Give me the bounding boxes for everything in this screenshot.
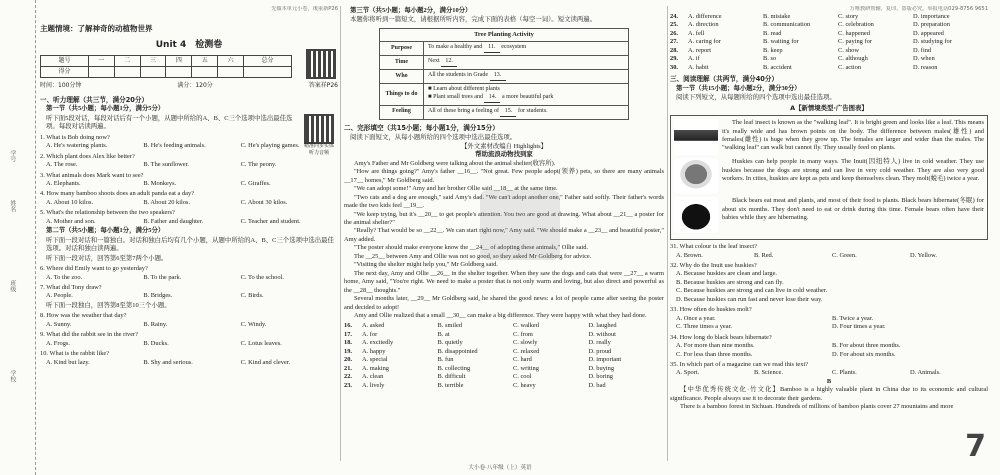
option[interactable]: C. For less than three months. xyxy=(676,350,753,358)
choice-option[interactable]: A. asked xyxy=(362,322,385,330)
column-divider xyxy=(667,6,668,461)
option[interactable]: D. Four times a year. xyxy=(832,323,886,331)
choice-option[interactable]: A. excitedly xyxy=(362,339,394,347)
passage-paragraph: "We keep trying, but it's __20__ to get people's attention. You two are good at drawing. What about __21__ a poster for the animal shelter?" xyxy=(344,210,664,227)
choice-option[interactable]: B. communication xyxy=(763,21,811,29)
option[interactable]: A. People. xyxy=(46,292,73,300)
choice-option[interactable]: D. important xyxy=(588,356,622,364)
part-heading: 第二节（共5小题；每小题1分，满分5分） xyxy=(46,227,165,235)
score-cell xyxy=(88,66,114,77)
part-heading: 第一节（共5小题；每小题1分，满分5分） xyxy=(46,105,165,113)
option[interactable]: A. Mother and son. xyxy=(46,217,96,225)
choice-option[interactable]: D. when xyxy=(913,55,935,63)
choice-option[interactable]: A. report xyxy=(688,46,712,54)
option[interactable]: D. Yellow. xyxy=(910,251,937,259)
choice-option[interactable]: D. studying for xyxy=(913,38,952,46)
table-row xyxy=(380,70,629,84)
table-key: Things to do xyxy=(380,84,424,106)
section-heading: 一、听力理解（共三节，满分20分） xyxy=(40,95,149,104)
score-cell xyxy=(192,66,218,77)
choice-option[interactable]: A. making xyxy=(362,364,389,372)
choice-number: 16. xyxy=(344,322,352,330)
options-row xyxy=(40,218,338,226)
choice-number: 18. xyxy=(344,339,352,347)
question-list xyxy=(670,243,988,378)
choice-row xyxy=(344,322,664,330)
score-cell: 得分 xyxy=(41,66,89,77)
time-limit: 时间：100分钟 xyxy=(40,81,82,89)
option[interactable]: D. Animals. xyxy=(910,369,941,377)
choice-row xyxy=(344,331,664,339)
choice-option[interactable]: C. relaxed xyxy=(513,347,540,355)
choice-option[interactable]: B. fun xyxy=(437,356,454,364)
passage-paragraph: "Two cats and a dog are enough," said Amy's dad. "We can't adopt another one," Father said softly. Their father's words made the two kids feel __19__. xyxy=(344,193,664,210)
qr-label: 听力音频 xyxy=(308,150,329,156)
option[interactable]: B. Bridges. xyxy=(143,292,173,300)
question-stem: 6. Where did Emily want to go yesterday? xyxy=(40,265,148,273)
choice-option[interactable]: A. fell xyxy=(688,29,705,37)
part-heading: 第一节（共15小题；每小题2分，满分30分） xyxy=(676,84,801,92)
score-cell xyxy=(218,66,244,77)
table-value xyxy=(424,84,629,106)
passage-title: 帮助流浪动物找到家 xyxy=(475,151,533,159)
question-stem: 3. What animals does Mark want to see? xyxy=(40,171,144,179)
choice-option[interactable]: B. accident xyxy=(763,63,792,71)
choice-option[interactable]: D. preparation xyxy=(913,21,950,29)
choice-option[interactable]: A. caring for xyxy=(688,38,721,46)
score-cell xyxy=(166,66,192,77)
instructions: 听下面一段对话和一篇独白。对话和独白后均有几个小题，从题中所给的A、B、C三个选项中选出最佳选项。对话和独白读两遍。 xyxy=(46,236,334,253)
option[interactable]: C. The peony. xyxy=(240,161,277,169)
options-row xyxy=(40,340,338,348)
option[interactable]: C. Teacher and student. xyxy=(240,217,301,225)
score-cell xyxy=(140,66,166,77)
table-row xyxy=(380,42,629,56)
choice-option[interactable]: B. terrible xyxy=(437,381,464,389)
choice-option[interactable]: C. hard xyxy=(513,356,532,364)
score-header-cell: 二 xyxy=(114,55,140,66)
choice-option[interactable]: C. celebration xyxy=(838,21,874,29)
binding-margin xyxy=(0,0,36,475)
table-value: All of these bring a feeling of 15. for students. xyxy=(424,105,629,119)
question-item xyxy=(40,134,338,151)
score-header-cell: 六 xyxy=(218,55,244,66)
passage-paragraph: Several months later, __29__ Mr Goldberg said, he shared the good news: a lot of people came after seeing the poster and decided to adopt! xyxy=(344,295,664,311)
choice-number: 22. xyxy=(344,373,352,381)
passage-paragraph: "How are things going?" Amy's father __16__. "Not great. Few people adopt(领养) pets, so there are many animals __17__ homes," Mr Goldberg said. xyxy=(344,168,664,184)
choice-option[interactable]: C. from xyxy=(513,330,533,338)
table-key: Time xyxy=(380,56,424,70)
passage-a-title: A【新情境类型·广告图表】 xyxy=(790,103,868,112)
option[interactable]: B. The sunflower. xyxy=(143,161,190,169)
option[interactable]: B. Science. xyxy=(754,369,783,377)
options-row xyxy=(670,315,988,332)
table-key: Who xyxy=(380,70,424,84)
choice-number: 23. xyxy=(344,381,352,389)
page-footer: 大小卷·八年级（上）英语 xyxy=(468,464,532,471)
copyright-note: 万唯教研帮辅，复印、盗版必究。举报电话029-8756 9651 xyxy=(849,6,988,12)
instructions: 听下面一段对话，回答第6至第7两个小题。 xyxy=(46,254,168,262)
animal-entry xyxy=(674,158,984,194)
page-number: 7 xyxy=(965,429,986,465)
passage-b-label: B xyxy=(826,377,832,385)
instructions: 阅读下面短文，从每小题所给的四个选项中选出最佳选项。 xyxy=(350,133,517,141)
option[interactable]: B. Because huskies are strong and can fly. xyxy=(676,278,784,286)
choice-option[interactable]: C. walked xyxy=(513,322,539,330)
option[interactable]: A. Because huskies are clean and large. xyxy=(676,270,778,278)
theme-title: 主题情境：了解神奇的动植物世界 xyxy=(40,24,153,33)
option[interactable]: A. For more than nine months. xyxy=(676,342,755,350)
choice-option[interactable]: D. importance xyxy=(913,12,950,20)
choice-number: 19. xyxy=(344,347,352,355)
question-stem: 34. How long do black bears hibernate? xyxy=(670,333,772,341)
question-item xyxy=(670,243,988,260)
option[interactable]: C. About 30 kilos. xyxy=(240,198,288,206)
option[interactable]: A. Once a year. xyxy=(676,314,716,322)
choice-number: 26. xyxy=(670,29,678,37)
score-header-cell: 总分 xyxy=(244,55,292,66)
table-key: Feeling xyxy=(380,105,424,119)
table-title: Tree Planting Activity xyxy=(380,28,629,41)
options-row xyxy=(40,199,338,207)
instructions: 阅读下列短文，从每题所给的四个选项中选出最佳选项。 xyxy=(676,94,836,102)
option[interactable]: A. Sunny. xyxy=(46,320,72,328)
choice-option[interactable]: C. writing xyxy=(513,364,539,372)
choice-option[interactable]: A. special xyxy=(362,356,388,364)
choice-option[interactable]: C. slowly xyxy=(513,339,538,347)
option[interactable]: B. Twice a year. xyxy=(832,314,874,322)
choice-option[interactable]: C. heavy xyxy=(513,381,536,389)
choice-option[interactable]: B. difficult xyxy=(437,373,466,381)
question-item xyxy=(40,150,338,170)
table-line: ■ Learn about different plants xyxy=(428,86,500,93)
choice-row xyxy=(344,339,664,347)
choice-option[interactable]: A. for xyxy=(362,330,378,338)
choice-row xyxy=(670,21,988,29)
choice-row xyxy=(670,55,988,63)
choice-option[interactable]: B. waiting for xyxy=(763,38,799,46)
options-row xyxy=(40,321,338,329)
full-score: 满分：120分 xyxy=(177,81,213,89)
question-list xyxy=(40,312,338,367)
choice-option[interactable]: D. find xyxy=(913,46,932,54)
score-cell xyxy=(244,66,292,77)
choice-option[interactable]: A. happy xyxy=(362,347,386,355)
answer-blank[interactable]: 15. xyxy=(500,108,516,117)
passage-b-text: 【中华优秀传统文化·竹文化】Bamboo is a highly valuable plant in China due to its economic and cultural significance. People always use it to decorate their gardens. xyxy=(670,386,988,402)
options-row xyxy=(40,142,338,150)
binding-label: 学号 xyxy=(8,150,16,162)
source-note: 【外文素材改编自 Highlights】 xyxy=(460,142,548,150)
dog-picture xyxy=(674,158,718,194)
table-row xyxy=(380,56,629,70)
table-value: All the students in Grade 13. xyxy=(424,70,629,84)
question-stem: 5. What's the relationship between the two speakers? xyxy=(40,209,175,217)
binding-label: 学校 xyxy=(8,370,16,382)
option[interactable]: C. Windy. xyxy=(240,320,267,328)
choice-option[interactable]: B. keep xyxy=(763,46,783,54)
table-row xyxy=(380,84,629,106)
qr-audio-icon[interactable] xyxy=(304,114,334,144)
choice-option[interactable]: B. collecting xyxy=(437,364,471,372)
question-list xyxy=(40,134,338,227)
binding-label: 姓名 xyxy=(8,200,16,212)
option[interactable]: C. Plants. xyxy=(832,369,857,377)
option[interactable]: C. Because huskies are strong and can live in cold weather. xyxy=(676,287,828,295)
option[interactable]: C. To the school. xyxy=(240,273,284,281)
choice-number: 24. xyxy=(670,12,678,20)
choice-option[interactable]: B. read xyxy=(763,29,782,37)
option[interactable]: A. About 10 kilos. xyxy=(46,198,94,206)
score-table xyxy=(40,55,292,78)
table-value: Next 12. xyxy=(424,56,629,70)
option[interactable]: C. Kind and clever. xyxy=(240,358,291,366)
options-row xyxy=(40,180,338,188)
choice-row xyxy=(344,382,664,390)
table-line: ■ Plant small trees and 14. a more beautiful park xyxy=(428,94,624,103)
score-cell xyxy=(114,66,140,77)
choice-option[interactable]: D. laughed xyxy=(588,322,617,330)
question-stem: 7. What did Tony draw? xyxy=(40,283,102,291)
table-value: To make a healthy and 11. ecosystem xyxy=(424,42,629,56)
choice-number: 27. xyxy=(670,38,678,46)
choice-row xyxy=(670,47,988,55)
choice-option[interactable]: C. show xyxy=(838,46,859,54)
choice-number: 17. xyxy=(344,330,352,338)
column-divider xyxy=(340,6,341,461)
score-header-cell: 五 xyxy=(192,55,218,66)
option[interactable]: C. He's playing games. xyxy=(240,142,300,150)
option[interactable]: C. Giraffes. xyxy=(240,180,271,187)
question-stem: 4. How many bamboo shoots does an adult panda eat a day? xyxy=(40,190,195,198)
choice-row xyxy=(670,38,988,46)
question-item xyxy=(670,334,988,359)
choice-option[interactable]: A. clean xyxy=(362,373,384,381)
score-header-cell: 三 xyxy=(140,55,166,66)
passage-paragraph: Amy and Ollie realized that a small __30__ can make a big difference. They were happy with what they had done. xyxy=(354,312,647,320)
question-item xyxy=(670,262,988,304)
instructions: 听下面5段对话，每段对话后有一个小题，从题中所给的A、B、C三个选项中选出最佳选项。每段对话读两遍。 xyxy=(46,114,293,131)
choice-row xyxy=(344,373,664,381)
choice-option[interactable]: D. boring xyxy=(588,373,613,381)
choice-option[interactable]: B. mistake xyxy=(763,12,791,20)
option[interactable]: C. Birds. xyxy=(240,292,264,300)
option[interactable]: B. For about three months. xyxy=(832,342,901,350)
option[interactable]: A. To the zoo. xyxy=(46,273,83,281)
question-stem: 1. What is Bob doing now? xyxy=(40,133,110,141)
option[interactable]: A. Elephants. xyxy=(46,180,81,187)
note: 先做本单元小卷，後重新P26 xyxy=(271,6,338,12)
part-heading: 第三节（共5小题；每小题2分，满分10分） xyxy=(350,7,472,14)
option[interactable]: A. Frogs. xyxy=(46,339,70,347)
choice-row xyxy=(344,356,664,364)
options-row xyxy=(670,270,988,304)
options-row xyxy=(670,252,988,260)
option[interactable]: B. About 20 kilos. xyxy=(143,198,191,206)
passage-paragraph: "Visiting the shelter might help you," Mr Goldberg said. xyxy=(354,261,498,269)
option[interactable]: A. Sport. xyxy=(676,369,700,377)
choice-row xyxy=(670,64,988,72)
choice-option[interactable]: D. really xyxy=(588,339,611,347)
choice-option[interactable]: D. proud xyxy=(588,347,612,355)
animal-text: The leaf insect is known as the "walking leaf". It is bright green and looks like a leaf. This means it's really wide and has brown points on the body. The difference between males(雄性) and females(雌性) is huge when they grow up. The females are larger and wider than the males. The "walking leaf" can walk but cannot fly. They usually feed on plants. xyxy=(722,119,984,152)
option[interactable]: A. Kind but lazy. xyxy=(46,358,90,366)
passage-paragraph: "Really? That would be so __22__. We can start right now," Amy said. "We should make a __23__ and beautiful poster," Amy added. xyxy=(344,227,664,243)
choice-number: 20. xyxy=(344,356,352,364)
choice-row xyxy=(344,365,664,373)
question-list xyxy=(40,265,338,301)
option[interactable]: D. For about six months. xyxy=(832,350,896,358)
choice-number: 25. xyxy=(670,21,678,29)
table-key: Purpose xyxy=(380,42,424,56)
qr-caption: 精准同步实体 xyxy=(303,144,334,149)
question-item xyxy=(40,172,338,189)
passage-paragraph: The next day, Amy and Ollie __26__ in the shelter together. When they saw the dogs and cats that were __27__ a warm home, Amy said, "You're right. We need to make a poster that is not only warm and loving, but also direct and powerful as the __28__ thoughts." xyxy=(344,269,664,294)
binding-label: 班级 xyxy=(8,280,16,292)
option[interactable]: C. Three times a year. xyxy=(676,323,732,331)
section-heading: 二、完形填空（共15小题；每小题1分，满分15分） xyxy=(344,123,499,132)
score-header-cell: 四 xyxy=(166,55,192,66)
choice-option[interactable]: C. story xyxy=(838,12,859,20)
instructions: 听下面一段独白，回答第8至第10三个小题。 xyxy=(46,301,171,309)
choice-list xyxy=(670,13,988,72)
option[interactable]: B. To the park. xyxy=(143,273,182,281)
choice-option[interactable]: A. lively xyxy=(362,381,385,389)
question-item xyxy=(40,190,338,207)
animal-text: Huskies can help people in many ways. The Inuit(因纽特人) live in cold weather. They use huskies because the dogs are strong and can live in very cold weather. They are also very good workers. In cities, huskies are kept as pets and keep themselves clean. They molt(蜕毛) twice a year. xyxy=(722,158,984,182)
choice-option[interactable]: A. difference xyxy=(688,12,722,20)
option[interactable]: A. The rose. xyxy=(46,161,78,169)
answer-ref: 答案祥P26 xyxy=(308,81,338,89)
option[interactable]: B. He's feeding animals. xyxy=(143,142,206,150)
choice-option[interactable]: B. at xyxy=(437,330,450,338)
question-item xyxy=(40,209,338,226)
choice-option[interactable]: A. habit xyxy=(688,63,709,71)
passage-paragraph: "The poster should make everyone know the __24__ of adopting these animals," Ollie said. xyxy=(354,244,588,252)
answer-blank[interactable]: 12. xyxy=(441,58,457,67)
choice-option[interactable]: D. bad xyxy=(588,381,606,389)
options-row xyxy=(40,359,338,367)
option[interactable]: B. Red. xyxy=(754,251,774,259)
question-stem: 31. What colour is the leaf insect? xyxy=(670,243,758,251)
answer-blank[interactable]: 13. xyxy=(490,72,506,81)
passage-b-text: There is a bamboo forest in Sichuan. Hundreds of millions of bamboo plants cover 27 mountains and more xyxy=(680,403,954,411)
options-row xyxy=(40,161,338,169)
choice-list xyxy=(344,322,664,390)
choice-option[interactable]: C. cool xyxy=(513,373,532,381)
question-item xyxy=(670,306,988,331)
choice-option[interactable]: C. although xyxy=(838,55,868,63)
option[interactable]: B. Ducks. xyxy=(143,339,169,347)
choice-number: 21. xyxy=(344,364,352,372)
option[interactable]: A. He's watering plants. xyxy=(46,142,108,150)
animal-entry xyxy=(674,197,984,233)
instructions: 本题你将听到一篇短文，请根据所听内容，完成下面的表格（每空一词）。短文读两遍。 xyxy=(350,16,597,24)
answer-blank[interactable]: 14. xyxy=(484,94,500,103)
choice-option[interactable]: A. if xyxy=(688,55,700,63)
option[interactable]: B. Shy and serious. xyxy=(143,358,193,366)
choice-option[interactable]: D. buying xyxy=(588,364,615,372)
question-item xyxy=(40,331,338,348)
options-row xyxy=(40,274,338,282)
watermark xyxy=(480,190,560,260)
answer-blank[interactable]: 11. xyxy=(484,44,500,53)
question-item xyxy=(670,361,988,378)
animal-ad-box xyxy=(670,115,988,240)
choice-row xyxy=(670,30,988,38)
column-left xyxy=(40,6,338,461)
question-item xyxy=(40,350,338,367)
options-row xyxy=(670,342,988,359)
option[interactable]: B. Rainy. xyxy=(143,320,168,328)
score-header-cell: 题号 xyxy=(41,55,89,66)
question-item xyxy=(40,265,338,282)
option[interactable]: B. Monkeys. xyxy=(143,180,177,187)
table-row xyxy=(380,105,629,119)
section-heading: 三、阅读理解（共两节，满分40分） xyxy=(670,75,779,84)
options-row xyxy=(40,292,338,300)
bear-picture xyxy=(674,197,718,233)
animal-entry xyxy=(674,119,984,155)
question-item xyxy=(40,284,338,301)
choice-option[interactable]: C. happened xyxy=(838,29,870,37)
choice-row xyxy=(670,13,988,21)
question-stem: 9. What did the rabbit see in the river? xyxy=(40,331,139,339)
option[interactable]: A. Brown. xyxy=(676,251,703,259)
croc-picture xyxy=(674,119,718,155)
choice-number: 29. xyxy=(670,55,678,63)
qr-code-icon[interactable] xyxy=(306,49,336,79)
choice-option[interactable]: C. action xyxy=(838,63,862,71)
question-item xyxy=(40,312,338,329)
options-row xyxy=(670,369,988,377)
question-stem: 8. How was the weather that day? xyxy=(40,312,127,320)
question-stem: 33. How often do huskies molt? xyxy=(670,306,752,314)
question-stem: 2. Which plant does Alex like better? xyxy=(40,152,135,160)
choice-option[interactable]: C. paying for xyxy=(838,38,872,46)
animal-text: Black bears eat meat and plants, and most of their food is plants. Black bears hibernate(冬眠) for about six months. They don't need to eat or drink during this time. Female bears often have their babies while they are hibernating. xyxy=(722,197,984,221)
option[interactable]: D. Because huskies can run fast and never lose their way. xyxy=(676,295,823,303)
choice-number: 30. xyxy=(670,63,678,71)
choice-row xyxy=(344,348,664,356)
option[interactable]: B. Father and daughter. xyxy=(143,217,204,225)
score-header-cell: 一 xyxy=(88,55,114,66)
choice-option[interactable]: B. smiled xyxy=(437,322,462,330)
passage-paragraph: The __25__ between Amy and Ollie was not so good, so they asked Mr Goldberg for advice. xyxy=(354,252,592,260)
choice-option[interactable]: B. quietly xyxy=(437,339,463,347)
choice-option[interactable]: B. so xyxy=(763,55,777,63)
option[interactable]: C. Green. xyxy=(832,251,857,259)
choice-option[interactable]: D. without xyxy=(588,330,616,338)
choice-option[interactable]: D. appeared xyxy=(913,29,944,37)
choice-number: 28. xyxy=(670,46,678,54)
passage-paragraph: "We can adopt some!" Amy and her brother Ollie said __18__ at the same time. xyxy=(354,185,558,193)
passage-paragraph: Amy's Father and Mr Goldberg were talking about the animal shelter(收容所). xyxy=(354,159,556,167)
option[interactable]: C. Lotus leaves. xyxy=(240,339,282,347)
column-right xyxy=(670,6,988,461)
unit-title: Unit 4 检测卷 xyxy=(155,39,223,50)
question-stem: 10. What is the rabbit like? xyxy=(40,350,110,358)
choice-option[interactable]: B. disappointed xyxy=(437,347,478,355)
activity-table xyxy=(379,28,629,120)
question-stem: 35. In which part of a magazine can we read this text? xyxy=(670,360,809,368)
choice-option[interactable]: D. reason xyxy=(913,63,938,71)
question-stem: 32. Why do the Inuit use huskies? xyxy=(670,262,757,269)
choice-option[interactable]: A. direction xyxy=(688,21,719,29)
